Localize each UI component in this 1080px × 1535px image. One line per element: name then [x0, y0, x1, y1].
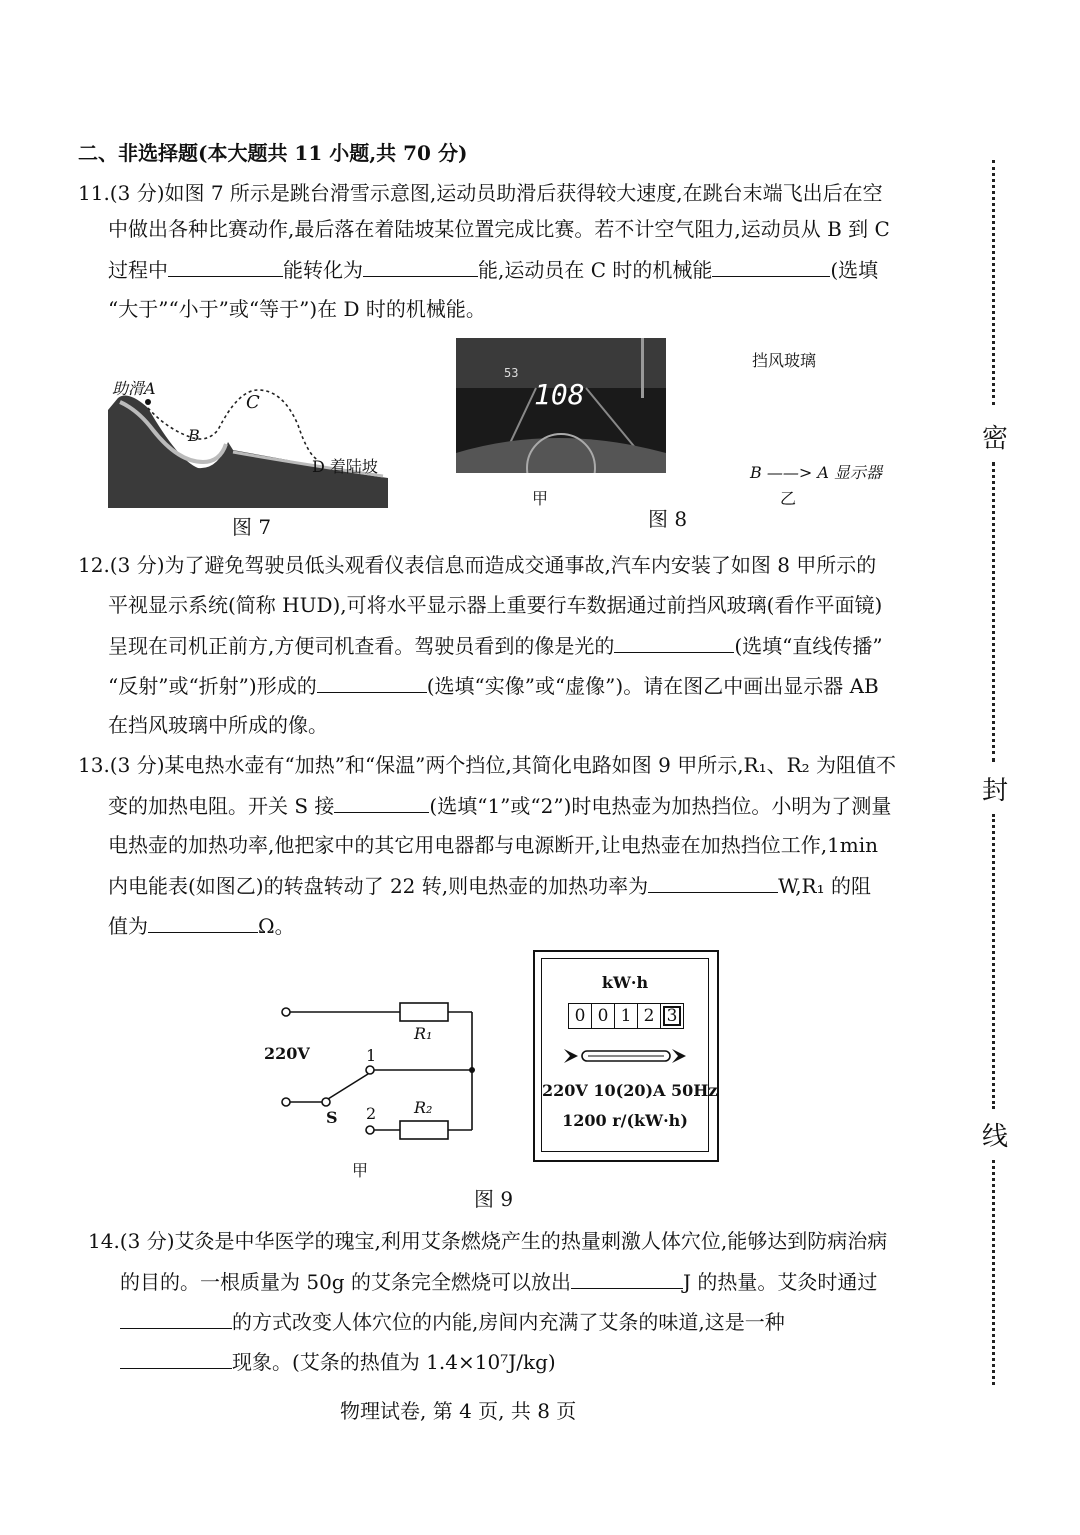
fig9-caption: 图 9 — [474, 1187, 514, 1211]
hud-speed: 108 — [534, 378, 585, 411]
q11-line2: 中做出各种比赛动作,最后落在着陆坡某位置完成比赛。若不计空气阻力,运动员从 B 到 C — [108, 217, 890, 241]
q13-line4-b: W,R₁ 的阻 — [778, 874, 871, 898]
fig7-label-d: D 着陆坡 — [312, 457, 378, 476]
q11-blank-1[interactable] — [168, 256, 283, 277]
q12-line3 — [108, 632, 883, 659]
resistor-r2-label: R₂ — [414, 1098, 433, 1117]
page-footer: 物理试卷, 第 4 页, 共 8 页 — [340, 1399, 577, 1423]
dotted-line-segment — [992, 160, 1001, 405]
q13-line2-a: 变的加热电阻。开关 S 接 — [108, 794, 335, 818]
q12-blank-2[interactable] — [317, 672, 427, 693]
q13-blank-1[interactable] — [334, 792, 429, 813]
q12-line3-b: (选填“直线传播” — [734, 634, 883, 658]
dotted-line-segment — [992, 462, 1001, 762]
q13-line4-a: 内电能表(如图乙)的转盘转动了 22 转,则电热壶的加热功率为 — [108, 874, 649, 898]
q14-line4-text: 现象。(艾条的热值为 1.4×10⁷J/kg) — [232, 1350, 556, 1374]
switch-label: S — [326, 1108, 338, 1127]
q11-line3-d: (选填 — [830, 258, 879, 282]
meter-digit: 1 — [615, 1004, 638, 1028]
q11-line3-b: 能转化为 — [283, 258, 363, 282]
windshield-label: 挡风玻璃 — [752, 351, 817, 370]
q14-line1: 14.(3 分)艾灸是中华医学的瑰宝,利用艾条燃烧产生的热量刺激人体穴位,能够达到防病治病 — [88, 1229, 888, 1253]
q12-blank-1[interactable] — [614, 632, 734, 653]
q12-line5: 在挡风玻璃中所成的像。 — [108, 713, 328, 737]
q14-line2-a: 的目的。一根质量为 50g 的艾条完全燃烧可以放出 — [120, 1270, 571, 1294]
q14-line2 — [120, 1268, 877, 1295]
section-title: 二、非选择题(本大题共 11 小题,共 70 分) — [78, 141, 468, 165]
q12-line2: 平视显示系统(简称 HUD),可将水平显示器上重要行车数据通过前挡风玻璃(看作平面镜) — [108, 593, 883, 617]
q13-blank-2[interactable] — [648, 872, 778, 893]
meter-digit: 0 — [592, 1004, 615, 1028]
meter-digit-decimal: 3 — [661, 1004, 683, 1028]
margin-xian: 线 — [982, 1122, 1009, 1152]
figure-7 — [108, 370, 388, 540]
q13-blank-3[interactable] — [148, 912, 258, 933]
hud-photo — [456, 338, 666, 473]
q14-line4 — [120, 1348, 556, 1375]
q12-line4-a: “反射”或“折射”)形成的 — [108, 674, 317, 698]
meter-constant: 1200 r/(kW·h) — [562, 1111, 688, 1130]
margin-feng: 封 — [982, 776, 1009, 806]
q13-line5-a: 值为 — [108, 914, 148, 938]
energy-meter-inner — [541, 958, 718, 1152]
q14-line2-b: J 的热量。艾灸时通过 — [682, 1270, 878, 1294]
meter-digits — [568, 1003, 684, 1029]
figure-9-circuit — [250, 990, 500, 1190]
q14-blank-1[interactable] — [571, 1268, 683, 1289]
display-ab-label: B ——> A 显示器 — [750, 463, 882, 482]
fig8-caption-jia: 甲 — [532, 489, 549, 508]
q11-blank-2[interactable] — [363, 256, 478, 277]
q11-line3-a: 过程中 — [108, 258, 168, 282]
q13-line2-b: (选填“1”或“2”)时电热壶为加热挡位。小明为了测量 — [429, 794, 892, 818]
q11-blank-3[interactable] — [712, 256, 830, 277]
margin-mi: 密 — [982, 424, 1009, 454]
q13-line4 — [108, 872, 871, 899]
q11-line3 — [108, 256, 878, 283]
q13-line1: 13.(3 分)某电热水壶有“加热”和“保温”两个挡位,其简化电路如图 9 甲所示,R₁、R₂ 为阻值不 — [78, 753, 897, 777]
meter-digit: 2 — [638, 1004, 661, 1028]
meter-disc-arrow-icon — [564, 1045, 688, 1067]
resistor-r1-label: R₁ — [414, 1024, 433, 1043]
dotted-line-segment — [992, 1160, 1001, 1385]
dotted-line-segment — [992, 814, 1001, 1109]
energy-meter — [533, 950, 719, 1162]
supply-voltage: 220V — [264, 1044, 310, 1063]
fig7-label-a: 助滑A — [112, 379, 156, 398]
q13-line5-b: Ω。 — [258, 914, 295, 938]
fig7-label-b: B — [188, 426, 200, 445]
q14-line3-text: 的方式改变人体穴位的内能,房间内充满了艾条的味道,这是一种 — [232, 1310, 785, 1334]
switch-position-1: 1 — [366, 1046, 377, 1065]
figure-8 — [452, 338, 892, 538]
q14-blank-3[interactable] — [120, 1348, 232, 1369]
circuit-diagram — [250, 990, 500, 1150]
meter-rating: 220V 10(20)A 50Hz — [542, 1081, 718, 1100]
fig7-caption: 图 7 — [232, 515, 272, 539]
fig8-caption-yi: 乙 — [780, 489, 797, 508]
q13-line2 — [108, 792, 891, 819]
q12-line3-a: 呈现在司机正前方,方便司机查看。驾驶员看到的像是光的 — [108, 634, 615, 658]
q14-blank-2[interactable] — [120, 1308, 232, 1329]
fig7-label-c: C — [246, 392, 260, 413]
hud-small-reading: 53 — [504, 366, 519, 380]
q13-line3: 电热壶的加热功率,他把家中的其它用电器都与电源断开,让电热壶在加热挡位工作,1min — [108, 833, 879, 857]
q11-line1: 11.(3 分)如图 7 所示是跳台滑雪示意图,运动员助滑后获得较大速度,在跳台末端飞出后在空 — [78, 181, 883, 205]
q12-line1: 12.(3 分)为了避免驾驶员低头观看仪表信息而造成交通事故,汽车内安装了如图 8 甲所示的 — [78, 553, 877, 577]
q12-line4 — [108, 672, 879, 699]
fig8-caption: 图 8 — [648, 507, 688, 531]
q12-line4-b: (选填“实像”或“虚像”)。请在图乙中画出显示器 AB — [426, 674, 879, 698]
q13-line5 — [108, 912, 295, 939]
meter-unit: kW·h — [601, 973, 649, 992]
meter-digit: 0 — [569, 1004, 592, 1028]
fig9-caption-jia: 甲 — [352, 1161, 369, 1180]
q11-line4: “大于”“小于”或“等于”)在 D 时的机械能。 — [108, 297, 486, 321]
q14-line3 — [120, 1308, 785, 1335]
q11-line3-c: 能,运动员在 C 时的机械能 — [478, 258, 713, 282]
switch-position-2: 2 — [366, 1104, 377, 1123]
